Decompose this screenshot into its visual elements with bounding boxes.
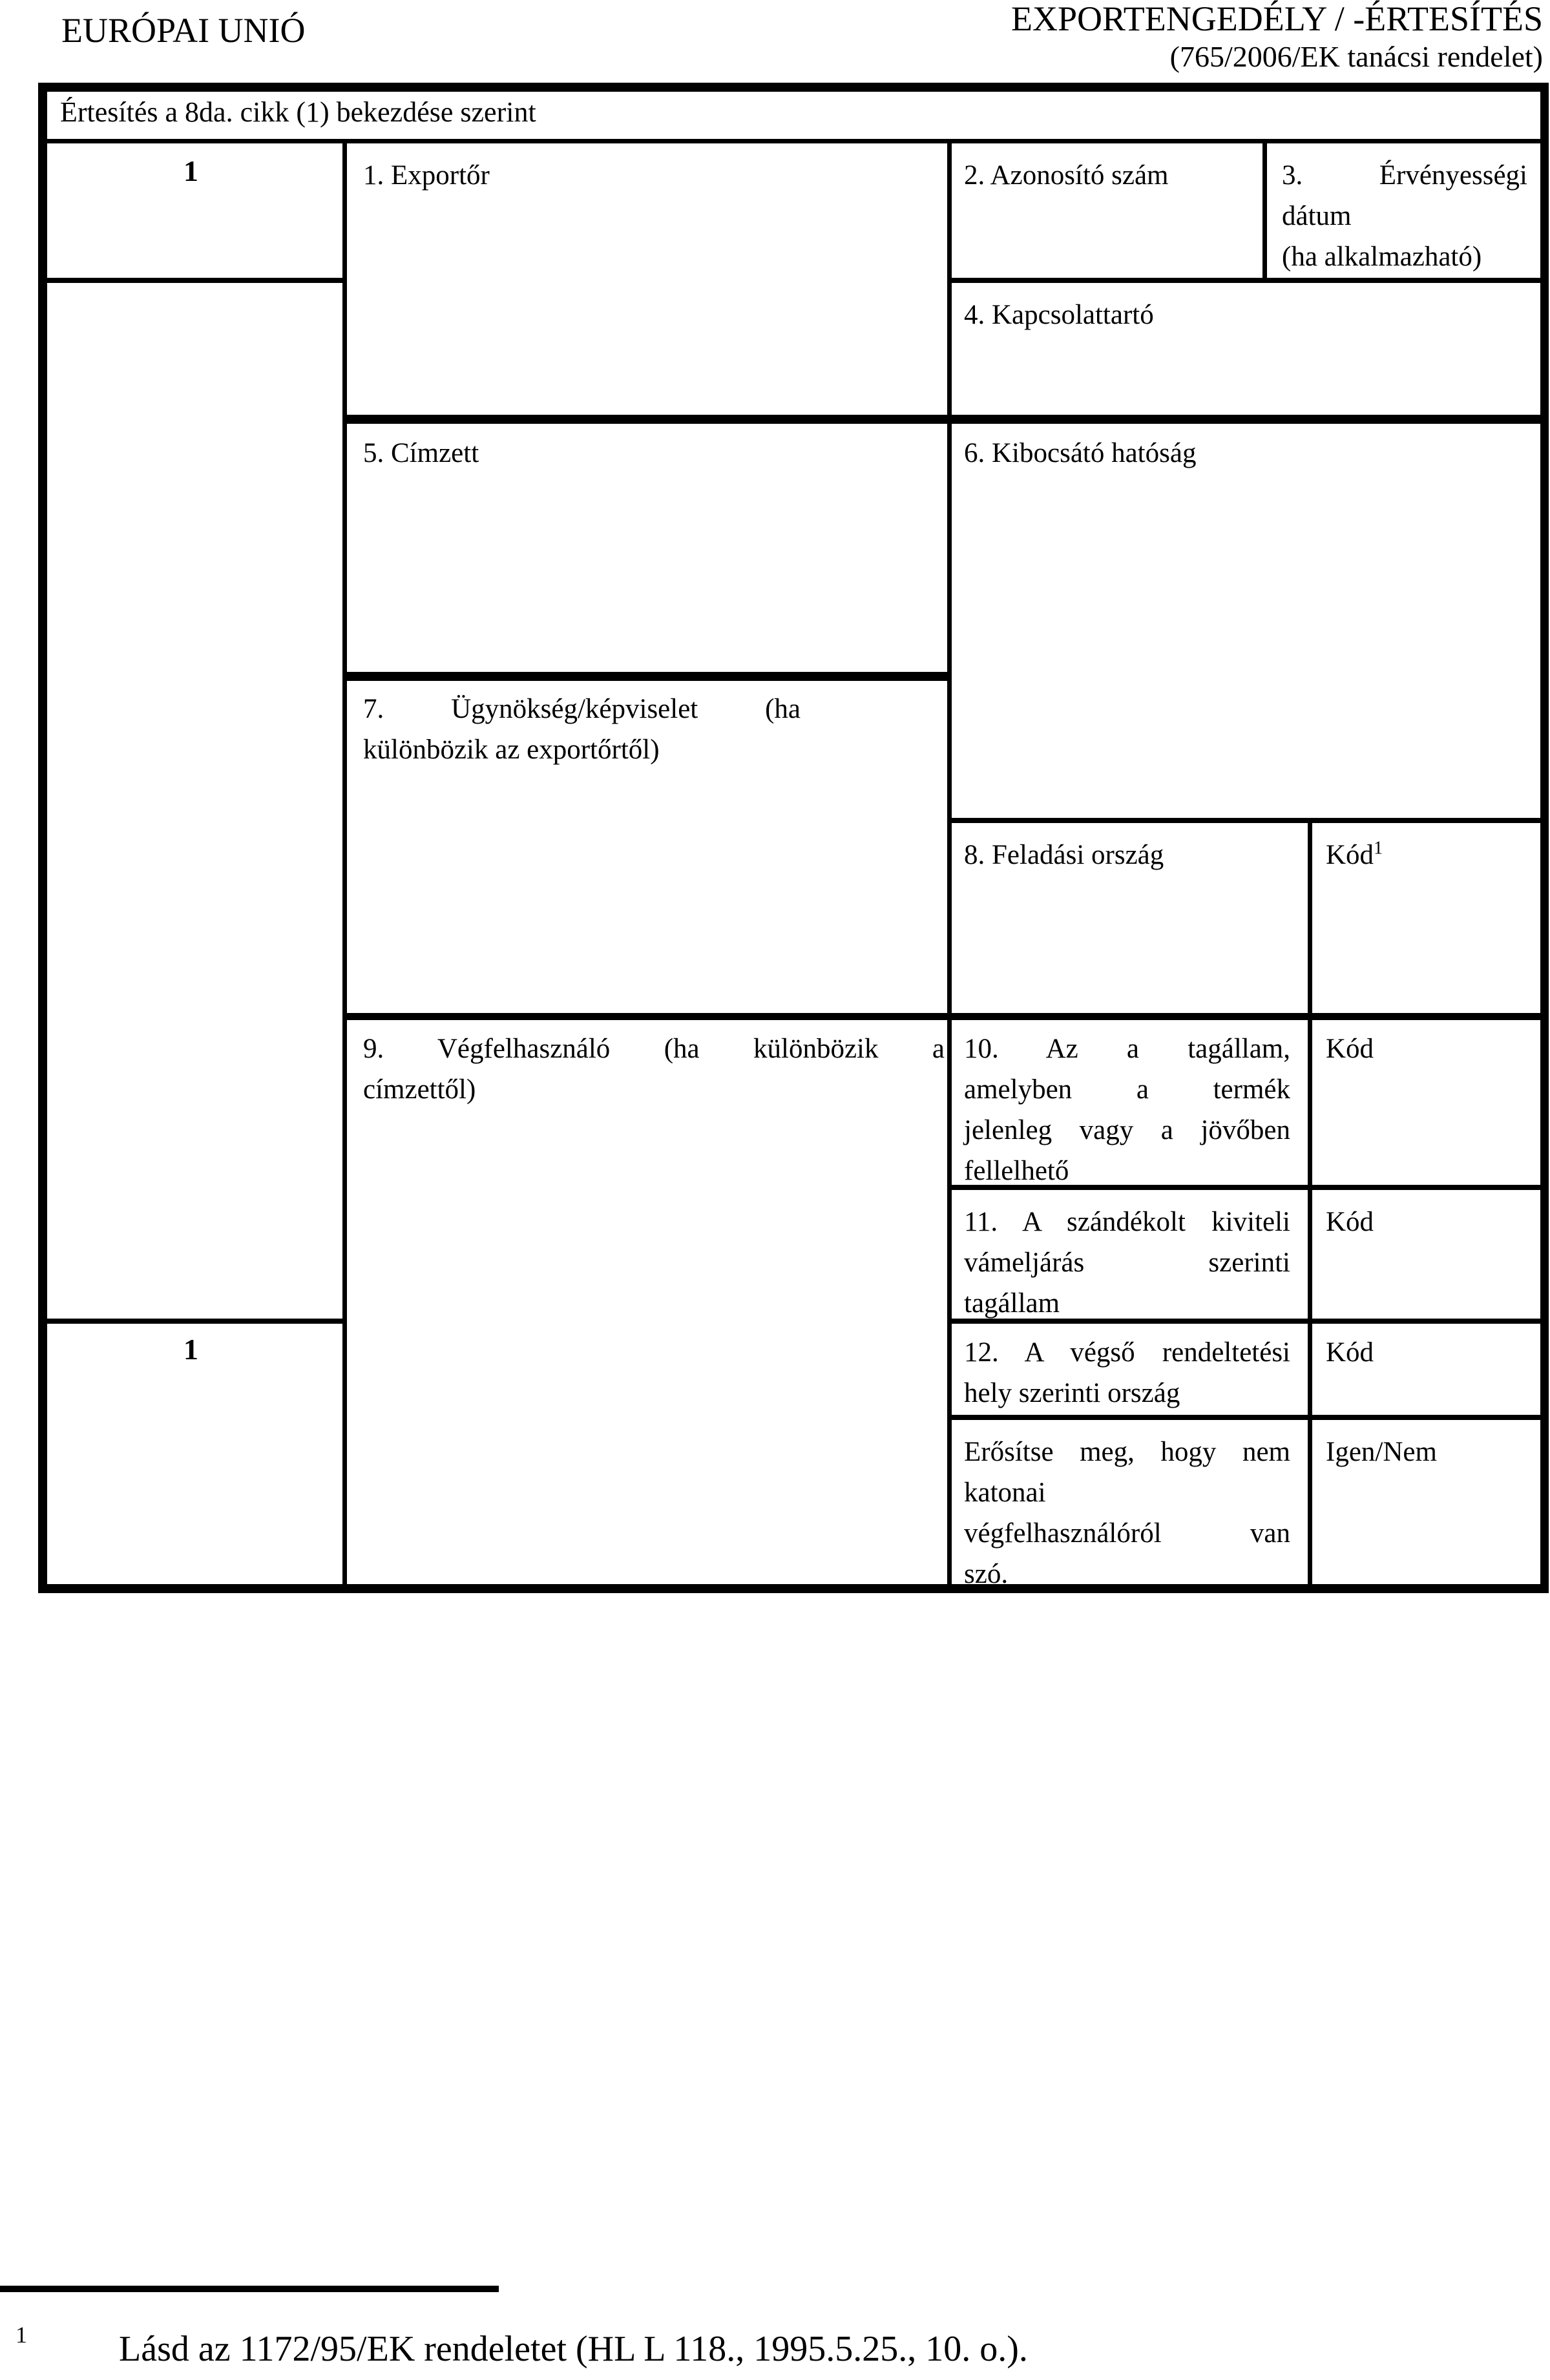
label-line: katonai [964,1477,1046,1508]
field-8-code-label [1326,835,1383,875]
label-line: 10. Az a tagállam, [964,1034,1290,1064]
label-line: (ha alkalmazható) [1282,242,1482,272]
table-border-under-field12 [947,1415,1549,1420]
field-2-id-number-label: 2. Azonosító szám [964,160,1169,191]
label-line: 7. Ügynökség/képviselet (ha [363,694,801,724]
field-6-issuing-authority-label: 6. Kibocsátó hatóság [964,438,1197,468]
label-line: 11. A szándékolt kiviteli [964,1207,1290,1237]
field-1-exporter-label: 1. Exportőr [363,160,490,191]
table-divider-center [947,139,952,1592]
table-border-under-dispatch [342,1013,1549,1020]
label-line: dátum [1282,201,1352,231]
notice-article-line: Értesítés a 8da. cikk (1) bekezdése szerint [60,96,536,128]
eu-header: EURÓPAI UNIÓ [61,11,306,50]
label-line: végfelhasználóról van [964,1518,1290,1549]
label-line: 9. Végfelhasználó (ha különbözik a [363,1034,945,1064]
table-divider-code-column [1308,818,1312,1592]
confirm-non-military-statement [964,1432,1290,1594]
table-border-left [38,83,47,1593]
footnote-marker: 1 [16,2322,27,2348]
label-line: szó. [964,1559,1009,1589]
field-12-code-label: Kód [1326,1337,1374,1368]
table-border-under-authority [947,818,1549,823]
field-3-validity-date-label [1282,155,1527,277]
field-4-contact-label: 4. Kapcsolattartó [964,300,1154,330]
label-line: fellelhető [964,1156,1069,1186]
confirm-yes-no-label: Igen/Nem [1326,1437,1437,1467]
field-10-code-label: Kód [1326,1034,1374,1064]
table-border-above-copy-bottom [38,1319,347,1324]
field-9-end-user-label [363,1028,945,1110]
table-border-under-copy-top [38,278,347,283]
footnote-text: Lásd az 1172/95/EK rendeletet (HL L 118., 1995.5.25., 10. o.). [119,2329,1028,2369]
table-border-under-contact [342,415,1549,424]
footnote-separator [0,2286,499,2292]
table-divider-copy-column [342,139,347,1592]
table-border-top [38,83,1549,92]
footnote-reference: 1 [1374,838,1383,859]
copy-number-bottom: 1 [183,1333,198,1366]
label-line: különbözik az exportőrtől) [363,735,660,765]
label-line: vámeljárás szerinti [964,1247,1290,1278]
document-title: EXPORTENGEDÉLY / -ÉRTESÍTÉS [1011,0,1543,38]
label-line: 12. A végső rendeltetési [964,1337,1290,1368]
field-11-code-label: Kód [1326,1207,1374,1237]
code-word: Kód [1326,840,1374,870]
regulation-reference: (765/2006/EK tanácsi rendelet) [1169,40,1543,73]
table-border-bottom [38,1584,1549,1593]
label-line: Erősítse meg, hogy nem [964,1437,1290,1467]
table-border-under-notice [38,139,1549,143]
label-line: hely szerinti ország [964,1378,1180,1408]
field-7-agent-label [363,689,801,770]
label-line: amelyben a termék [964,1074,1290,1105]
table-border-under-consignee [342,672,952,681]
field-10-member-state-label [964,1028,1290,1191]
document-header [840,0,1543,75]
table-border-under-row1 [947,278,1549,283]
field-11-customs-member-state-label [964,1202,1290,1324]
field-12-destination-country-label [964,1332,1290,1414]
table-divider-field2-field3 [1262,139,1267,283]
field-5-consignee-label: 5. Címzett [363,438,479,468]
copy-number-top: 1 [183,154,198,187]
table-border-right [1540,83,1549,1593]
label-line: jelenleg vagy a jövőben [964,1115,1290,1145]
label-line: 3. Érvényességi [1282,160,1527,191]
field-8-dispatch-country-label: 8. Feladási ország [964,840,1164,870]
label-line: tagállam [964,1288,1060,1319]
label-line: címzettől) [363,1074,476,1105]
